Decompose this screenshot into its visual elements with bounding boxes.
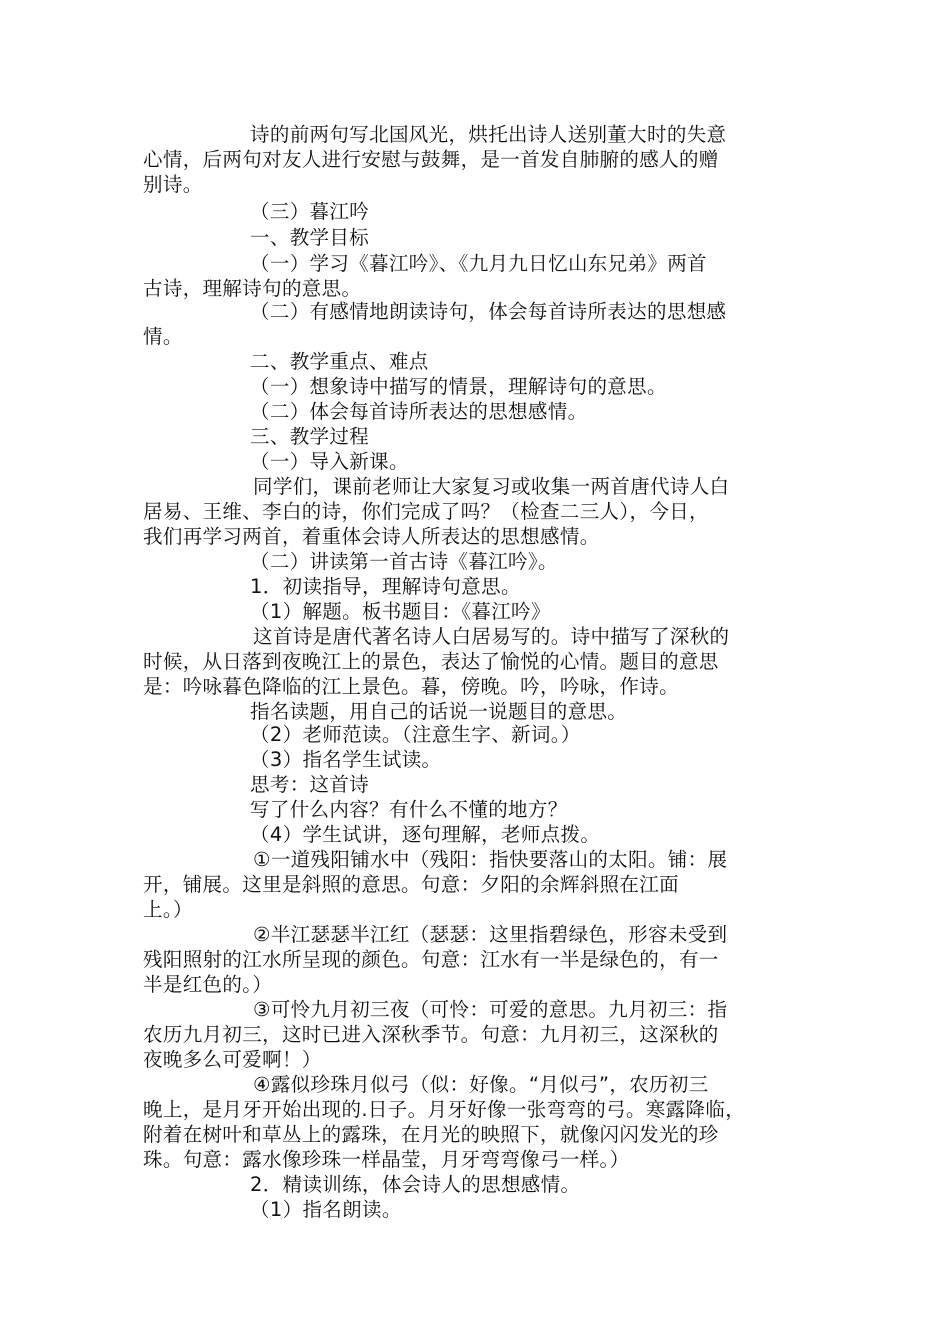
text-line: 1．初读指导，理解诗句意思。 <box>250 575 521 598</box>
text-line: 别诗。 <box>143 173 203 196</box>
text-line: 心情，后两句对友人进行安慰与鼓舞，是一首发自肺腑的感人的赠 <box>143 148 719 171</box>
text-line: 同学们，课前老师让大家复习或收集一两首唐代诗人白 <box>253 475 730 498</box>
text-line: （一）想象诗中描写的情景，理解诗句的意思。 <box>250 375 667 398</box>
section-heading: 二、教学重点、难点 <box>250 350 429 373</box>
text-line: 居易、王维、李白的诗，你们完成了吗？（检查二三人），今日， <box>143 500 709 523</box>
text-line: 开，铺展。这里是斜照的意思。句意：夕阳的余辉斜照在江面 <box>143 873 679 896</box>
text-line: 写了什么内容？有什么不懂的地方？ <box>250 798 568 821</box>
text-line: 诗的前两句写北国风光，烘托出诗人送别董大时的失意 <box>250 123 727 146</box>
text-line: 农历九月初三，这时已进入深秋季节。句意：九月初三，这深秋的 <box>143 1023 719 1046</box>
text-line: （二）讲读第一首古诗《暮江吟》。 <box>250 550 558 573</box>
text-line: 指名读题，用自己的话说一说题目的意思。 <box>250 700 628 723</box>
text-line: （1）指名朗读。 <box>250 1198 402 1221</box>
text-line: ③可怜九月初三夜（可怜：可爱的意思。九月初三：指 <box>253 998 728 1021</box>
text-line: （二）体会每首诗所表达的思想感情。 <box>250 400 588 423</box>
text-line: ④露似珍珠月似弓（似：好像。“月似弓”，农历初三 <box>253 1073 709 1096</box>
text-line: 附着在树叶和草丛上的露珠，在月光的映照下，就像闪闪发光的珍 <box>143 1123 719 1146</box>
text-line: 我们再学习两首，着重体会诗人所表达的思想感情。 <box>143 525 600 548</box>
text-line: 残阳照射的江水所呈现的颜色。句意：江水有一半是绿色的，有一 <box>143 948 719 971</box>
text-line: （1）解题。板书题目：《暮江吟》 <box>250 600 551 623</box>
text-line: 古诗，理解诗句的意思。 <box>143 277 362 300</box>
text-line: （2）老师范读。（注意生字、新词。） <box>250 723 581 746</box>
text-line: 是：吟咏暮色降临的江上景色。暮，傍晚。吟，吟咏，作诗。 <box>143 675 679 698</box>
section-heading: （三）暮江吟 <box>250 200 370 223</box>
text-line: 晚上，是月牙开始出现的.日子。月牙好像一张弯弯的弓。寒露降临， <box>143 1098 746 1121</box>
text-line: ①一道残阳铺水中（残阳：指快要落山的太阳。铺：展 <box>253 848 728 871</box>
text-line: 2．精读训练，体会诗人的思想感情。 <box>250 1173 581 1196</box>
text-line: （3）指名学生试读。 <box>250 748 442 771</box>
text-line: 思考：这首诗 <box>250 773 370 796</box>
text-line: 半是红色的。） <box>143 973 273 996</box>
text-line: 夜晚多么可爱啊！） <box>143 1048 322 1071</box>
text-line: （二）有感情地朗读诗句，体会每首诗所表达的思想感 <box>250 300 727 323</box>
text-line: 这首诗是唐代著名诗人白居易写的。诗中描写了深秋的 <box>253 625 730 648</box>
text-line: 珠。句意：露水像珍珠一样晶莹，月牙弯弯像弓一样。） <box>143 1148 630 1171</box>
text-line: 情。 <box>143 325 183 348</box>
text-line: 时候，从日落到夜晚江上的景色，表达了愉悦的心情。题目的意思 <box>143 650 719 673</box>
text-line: （一）学习《暮江吟》、《九月九日忆山东兄弟》两首 <box>250 252 707 275</box>
text-line: 上。） <box>143 898 193 921</box>
text-line: （4）学生试讲，逐句理解，老师点拨。 <box>250 823 601 846</box>
section-heading: 一、教学目标 <box>250 226 370 249</box>
section-heading: 三、教学过程 <box>250 425 370 448</box>
text-line: （一）导入新课。 <box>250 450 409 473</box>
text-line: ②半江瑟瑟半江红（瑟瑟：这里指碧绿色，形容未受到 <box>253 923 728 946</box>
